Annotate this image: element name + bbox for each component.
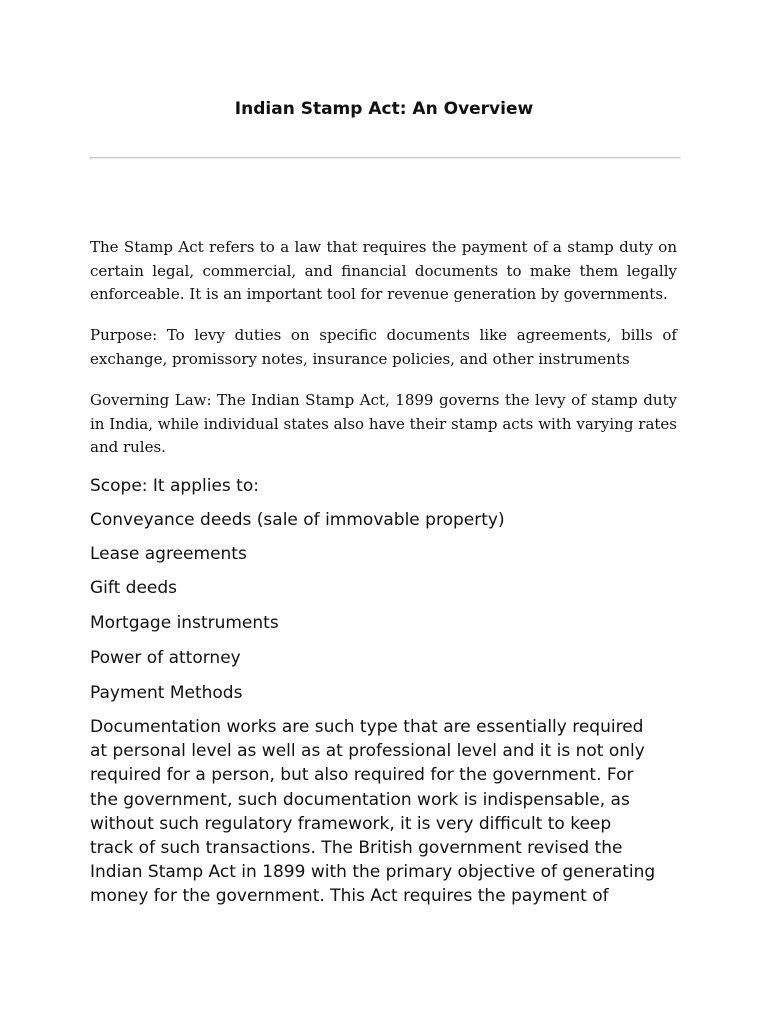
scope-item: Gift deeds (90, 578, 178, 598)
scope-item: Power of attorney (90, 648, 241, 668)
governing-law-paragraph: Governing Law: The Indian Stamp Act, 1899 governs the levy of stamp duty in India, while individual states also have their stamp acts with varying rates and rules. (90, 391, 677, 456)
document-title: Indian Stamp Act: An Overview (234, 99, 534, 119)
body-line: at personal level as well as at professional level and it is not only (90, 741, 645, 762)
body-line: without such regulatory framework, it is very difficult to keep (90, 813, 612, 834)
purpose-paragraph: Purpose: To levy duties on specific documents like agreements, bills of exchange, promissory notes, insurance policies, and other instruments (90, 326, 677, 368)
title-divider (90, 157, 681, 159)
scope-heading: Scope: It applies to: (90, 476, 259, 496)
body-line: the government, such documentation work is indispensable, as (90, 789, 630, 810)
body-paragraph (90, 715, 690, 909)
scope-item: Conveyance deeds (sale of immovable property) (90, 510, 505, 530)
scope-item: Mortgage instruments (90, 613, 279, 633)
scope-item: Lease agreements (90, 544, 247, 564)
body-line: Indian Stamp Act in 1899 with the primary objective of generating (90, 862, 656, 883)
scope-item: Payment Methods (90, 683, 243, 703)
intro-paragraph: The Stamp Act refers to a law that requires the payment of a stamp duty on certain legal, commercial, and financial documents to make them legally enforceable. It is an important tool for revenue generation by governments. (90, 238, 677, 303)
body-line: track of such transactions. The British government revised the (90, 838, 623, 859)
body-line: money for the government. This Act requires the payment of (90, 886, 609, 907)
body-line: Documentation works are such type that are essentially required (90, 717, 644, 737)
body-line: required for a person, but also required for the government. For (90, 765, 634, 786)
